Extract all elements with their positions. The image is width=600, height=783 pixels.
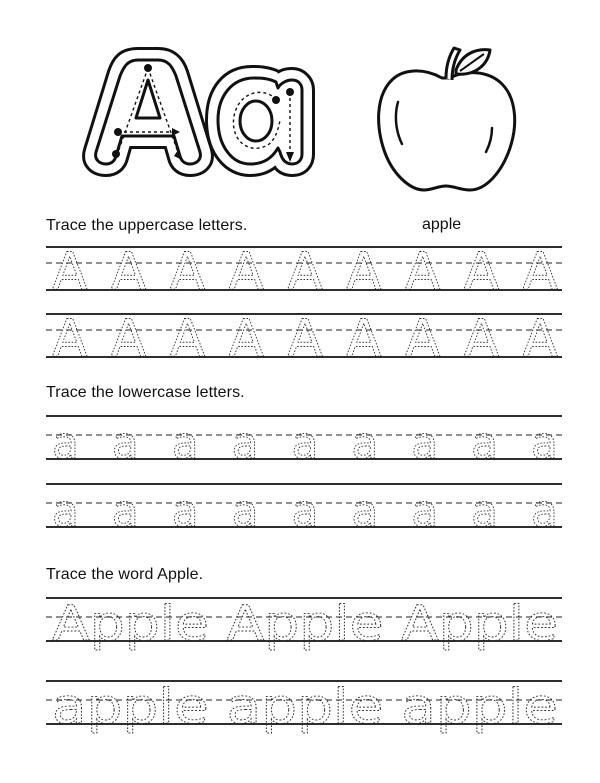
uppercase-trace-row-1[interactable]	[46, 242, 562, 302]
picture-word: apple	[422, 216, 462, 233]
uppercase-instruction: Trace the uppercase letters.	[46, 217, 248, 234]
trace-letters: a a a a a a a a a	[52, 418, 558, 469]
trace-letters: a a a a a a a a a	[52, 486, 558, 537]
lowercase-instruction: Trace the lowercase letters.	[46, 384, 245, 401]
lowercase-trace-row-1[interactable]	[46, 415, 562, 469]
lowercase-trace-row-2[interactable]	[46, 483, 562, 537]
word-instruction: Trace the word Apple.	[46, 566, 204, 583]
letter-tracing-guide	[80, 40, 320, 180]
apple-illustration	[372, 40, 522, 200]
uppercase-trace-row-2[interactable]	[46, 309, 562, 369]
trace-word: apple apple apple	[52, 679, 558, 735]
letter-a-tracing-guide-icon	[80, 40, 320, 180]
word-trace-row-lowercase[interactable]	[46, 679, 562, 735]
word-trace-row-capital[interactable]	[46, 596, 562, 652]
trace-word: Apple Apple Apple	[52, 596, 558, 652]
trace-letters: A A A A A A A A A	[52, 242, 558, 302]
trace-letters: A A A A A A A A A	[52, 309, 558, 369]
apple-outline-icon	[372, 40, 522, 200]
